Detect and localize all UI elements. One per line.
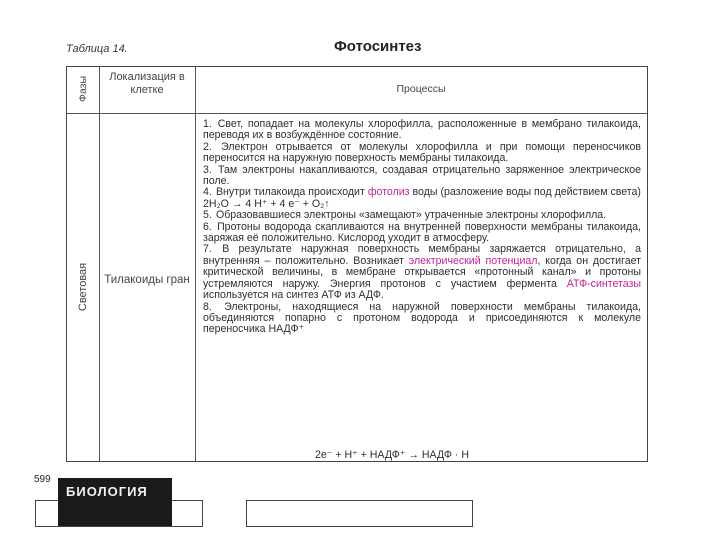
nadph-formula: 2e⁻ + H⁺ + НАДФ⁺ → НАДФ · H bbox=[315, 449, 470, 461]
term-electric-potential: электрический потенциал bbox=[408, 254, 538, 267]
term-photolysis: фотолиз bbox=[367, 186, 410, 199]
term-atp-synthase: АТФ-синтетазы bbox=[566, 277, 641, 290]
location-cell: Тилакоиды гран bbox=[104, 274, 190, 286]
table-caption: Таблица 14. bbox=[66, 43, 128, 55]
page-number: 599 bbox=[34, 474, 51, 485]
process-item: 1. Свет, попадает на молекулы хлорофилла, расположенные в мембрано тилакоида, переводя их в возбуждённое состояние. bbox=[203, 118, 642, 142]
phase-light: Световая bbox=[77, 262, 89, 312]
header-location: Локализация в клетке bbox=[109, 71, 185, 96]
process-item: 7. В результате наружная поверхность мембраны заряжается отрицательно, а внутренняя – положительно. Возникает электрический потенциал, когда он достигает критической величины, в мембране открывается «протонный канал» и протоны устремляются наружу. Энергия протонов с участием фермента АТФ-синтетазы используется на синтез АТФ из АДФ. bbox=[203, 243, 641, 302]
process-item: 8. Электроны, находящиеся на наружной поверхности мембраны тилакоида, объединяются попарно с протоном водорода и присоединяются к молекуле переносчика НАДФ⁺ bbox=[203, 300, 641, 336]
process-item: 4. Внутри тилакоида происходит фотолиз воды (разложение воды под действием света) 2H₂O → 4 H⁺ + 4 e⁻ + O₂↑ bbox=[203, 186, 641, 210]
process-item: 2. Электрон отрывается от молекулы хлорофилла и при помощи переносчиков переносится на наружную поверхность мембраны тилакоида. bbox=[203, 140, 641, 165]
page-title: Фотосинтез bbox=[334, 38, 422, 55]
header-divider bbox=[67, 113, 647, 114]
header-processes: Процессы bbox=[396, 83, 446, 95]
logo-text: БИОЛОГИЯ bbox=[66, 484, 148, 499]
process-list bbox=[203, 119, 641, 336]
header-phases: Фазы bbox=[77, 75, 89, 103]
footer-frame-right bbox=[246, 500, 473, 527]
process-item: 6. Протоны водорода скапливаются на внутренней поверхности мембраны тилакоида, заряжая её положительно. Кислород уходит в атмосферу. bbox=[203, 220, 641, 245]
photosynthesis-table bbox=[66, 66, 648, 462]
biology-logo bbox=[58, 478, 172, 526]
column-divider bbox=[195, 67, 196, 461]
process-item: 3. Там электроны накапливаются, создавая отрицательно заряженное электрическое поле. bbox=[203, 163, 641, 188]
process-item: 5. Образовавшиеся электроны «замещают» утраченные электроны хлорофилла. bbox=[203, 209, 607, 222]
column-divider bbox=[99, 67, 100, 461]
